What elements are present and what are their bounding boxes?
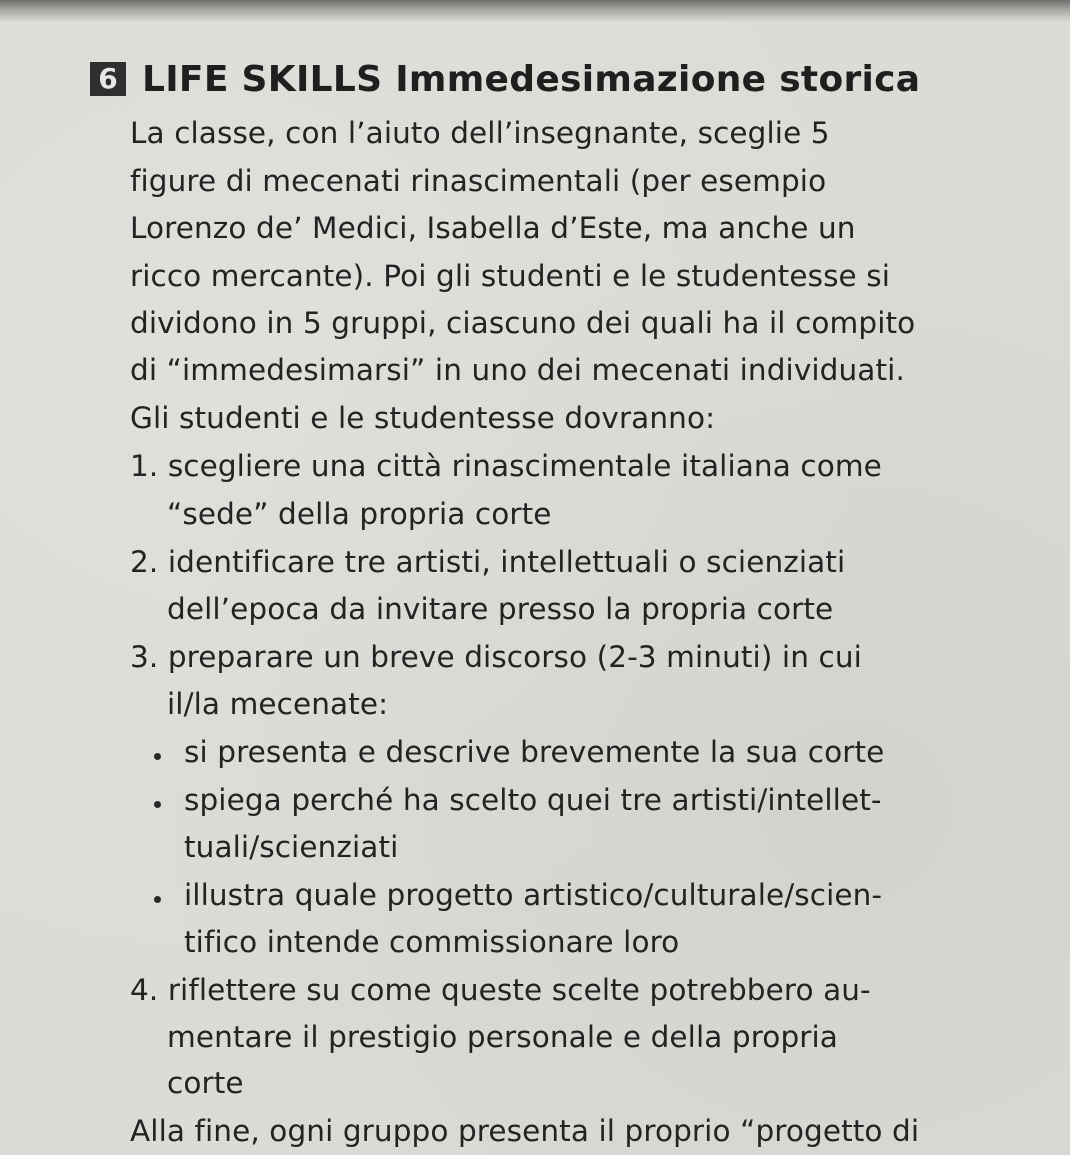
list-item-1: 1. scegliere una città rinascimentale italiana come [130, 449, 882, 483]
list-item-3-cont: il/la mecenate: [167, 687, 389, 721]
list-item-3: 3. preparare un breve discorso (2-3 minuti) in cui [130, 640, 862, 674]
bullet-item: spiega perché ha scelto quei tre artisti/intellet- [184, 783, 882, 817]
exercise-number: 6 [90, 62, 126, 96]
list-item-2: 2. identificare tre artisti, intellettuali o scienziati [130, 545, 846, 579]
bullet-item-cont: tifico intende commissionare loro [184, 925, 680, 959]
exercise-header [90, 55, 920, 103]
intro-line: di “immedesimarsi” in uno dei mecenati individuati. [130, 353, 905, 387]
page-top-shadow [0, 0, 1070, 22]
bullet-item: si presenta e descrive brevemente la sua corte [184, 735, 885, 769]
intro-line: dividono in 5 gruppi, ciascuno dei quali ha il compito [130, 306, 916, 340]
closing-line: Alla fine, ogni gruppo presenta il proprio “progetto di [130, 1114, 920, 1148]
intro-line: Lorenzo de’ Medici, Isabella d’Este, ma anche un [130, 211, 856, 245]
list-item-4-cont: corte [167, 1066, 244, 1100]
list-item-4-cont: mentare il prestigio personale e della propria [167, 1020, 838, 1054]
intro-line: ricco mercante). Poi gli studenti e le studentesse si [130, 259, 891, 293]
bullet-item: illustra quale progetto artistico/culturale/scien- [184, 878, 883, 912]
list-item-2-cont: dell’epoca da invitare presso la propria corte [167, 592, 834, 626]
intro-line: La classe, con l’aiuto dell’insegnante, sceglie 5 [130, 116, 830, 150]
bullet-dot [154, 896, 161, 903]
intro-line: figure di mecenati rinascimentali (per esempio [130, 164, 827, 198]
list-item-1-cont: “sede” della propria corte [167, 497, 552, 531]
bullet-dot [154, 753, 161, 760]
list-item-4: 4. riflettere su come queste scelte potrebbero au- [130, 973, 871, 1007]
intro-line: Gli studenti e le studentesse dovranno: [130, 401, 716, 435]
bullet-item-cont: tuali/scienziati [184, 830, 399, 864]
exercise-title: LIFE SKILLS Immedesimazione storica [142, 58, 921, 100]
bullet-dot [154, 801, 161, 808]
